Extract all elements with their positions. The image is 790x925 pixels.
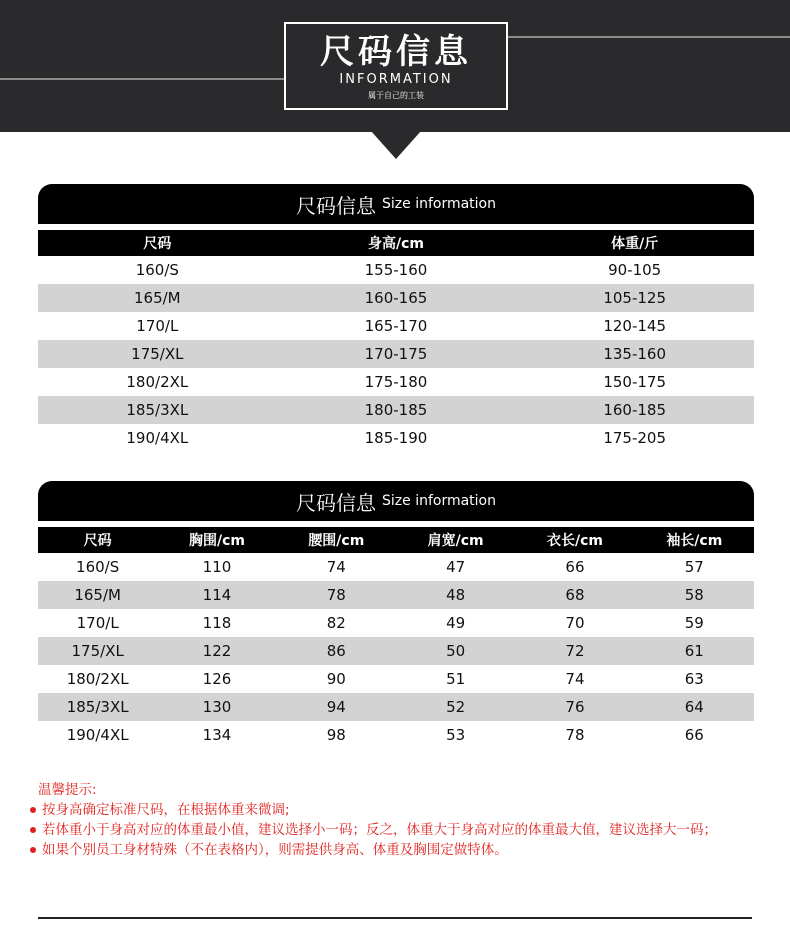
table-cell: 66 [565,558,585,576]
table-cell: 82 [326,614,346,632]
column-header: 腰围/cm [277,527,396,553]
measurement-table [38,527,754,749]
table-cell: 57 [684,558,704,576]
table-row [38,637,754,665]
table-cell: 185/3XL [38,693,157,721]
table-cell: 185-190 [364,429,428,447]
table-cell: 64 [635,693,754,721]
tip-text: 按身高确定标准尺码，在根据体重来微调; [42,802,290,818]
table-cell: 98 [326,726,346,744]
table-cell: 72 [515,637,634,665]
tips-title: 温馨提示: [38,782,97,798]
table-cell: 49 [446,614,466,632]
bottom-divider [38,917,752,919]
table-cell: 120-145 [603,317,666,335]
table-cell: 68 [515,581,634,609]
table-cell: 66 [684,726,704,744]
table-cell: 130 [157,693,276,721]
tips-section [30,780,770,860]
size-table-height-weight [38,184,754,452]
table-cell: 90-105 [608,261,662,279]
table-cell: 74 [565,670,585,688]
table-row [38,693,754,721]
table-row [38,368,754,396]
table-row [38,396,754,424]
table-row [38,581,754,609]
table-cell: 180-185 [277,396,516,424]
table-cell: 58 [635,581,754,609]
table-cell: 165/M [38,581,157,609]
table-cell: 160-165 [277,284,516,312]
table-cell: 185/3XL [38,396,277,424]
table-cell: 170-175 [277,340,516,368]
bullet-icon [30,827,36,833]
table-cell: 175-180 [364,373,428,391]
table-cell: 59 [684,614,704,632]
column-header: 袖长/cm [635,527,754,553]
table-header-en: Size information [382,196,496,212]
tip-item [30,800,770,820]
table-cell: 86 [277,637,396,665]
table-row [38,284,754,312]
table-cell: 63 [684,670,704,688]
table-header-cn: 尺码信息 [296,193,376,218]
table-cell: 126 [202,670,232,688]
table-cell: 51 [446,670,466,688]
table-cell: 175/XL [38,340,277,368]
table-cell: 134 [202,726,232,744]
table-cell: 76 [515,693,634,721]
table-cell: 47 [446,558,466,576]
table-header-cn: 尺码信息 [296,490,376,515]
title-banner [0,0,790,132]
table-row [38,424,754,452]
tip-text: 若体重小于身高对应的体重最小值，建议选择小一码；反之，体重大于身高对应的体重最大值，建议选择大一码； [42,822,717,838]
tip-item [30,820,770,840]
table-row [38,256,754,284]
table-row [38,340,754,368]
table-cell: 70 [565,614,585,632]
table-row [38,609,754,637]
column-header: 尺码 [38,527,157,553]
table-row [38,665,754,693]
table-cell: 74 [326,558,346,576]
table-cell: 190/4XL [126,429,189,447]
table-cell: 160/S [76,558,120,576]
table-head-row [38,230,754,256]
tip-item [30,840,770,860]
table-cell: 170/L [136,317,179,335]
table-row [38,312,754,340]
table-cell: 94 [277,693,396,721]
table-cell: 170/L [76,614,119,632]
column-header: 衣长/cm [515,527,634,553]
table-cell: 135-160 [515,340,754,368]
table-cell: 190/4XL [66,726,129,744]
table-cell: 165-170 [364,317,428,335]
banner-divider-left [0,78,286,80]
size-table [38,230,754,452]
column-header: 体重/斤 [515,230,754,256]
table-cell: 160-185 [515,396,754,424]
table-cell: 105-125 [515,284,754,312]
table-cell: 160/S [135,261,179,279]
table-cell: 90 [326,670,346,688]
tip-text: 如果个别员工身材特殊（不在表格内），则需提供身高、体重及胸围定做特体。 [42,842,508,858]
table-row [38,721,754,749]
table-cell: 52 [396,693,515,721]
table-cell: 155-160 [364,261,428,279]
table-header-en: Size information [382,493,496,509]
banner-arrow [371,131,421,159]
table-head-row [38,527,754,553]
bullet-icon [30,807,36,813]
table-cell: 78 [565,726,585,744]
table-header [38,481,754,521]
title-box [284,22,508,110]
table-cell: 180/2XL [126,373,189,391]
table-cell: 110 [202,558,232,576]
table-header [38,184,754,224]
table-row [38,553,754,581]
table-cell: 61 [635,637,754,665]
column-header: 尺码 [38,230,277,256]
column-header: 身高/cm [277,230,516,256]
table-cell: 118 [202,614,232,632]
banner-title-en: INFORMATION [339,72,453,87]
table-cell: 180/2XL [66,670,129,688]
table-cell: 165/M [38,284,277,312]
table-cell: 122 [157,637,276,665]
table-cell: 175-205 [603,429,666,447]
table-cell: 78 [277,581,396,609]
table-cell: 48 [396,581,515,609]
banner-subtitle: 属于自己的工装 [368,91,424,100]
bullet-icon [30,847,36,853]
column-header: 肩宽/cm [396,527,515,553]
table-cell: 53 [446,726,466,744]
table-cell: 114 [157,581,276,609]
size-table-measurements [38,481,754,749]
table-cell: 50 [396,637,515,665]
banner-title: 尺码信息 [320,32,472,72]
table-cell: 175/XL [38,637,157,665]
banner-divider-right [508,36,790,38]
column-header: 胸围/cm [157,527,276,553]
table-cell: 150-175 [603,373,666,391]
